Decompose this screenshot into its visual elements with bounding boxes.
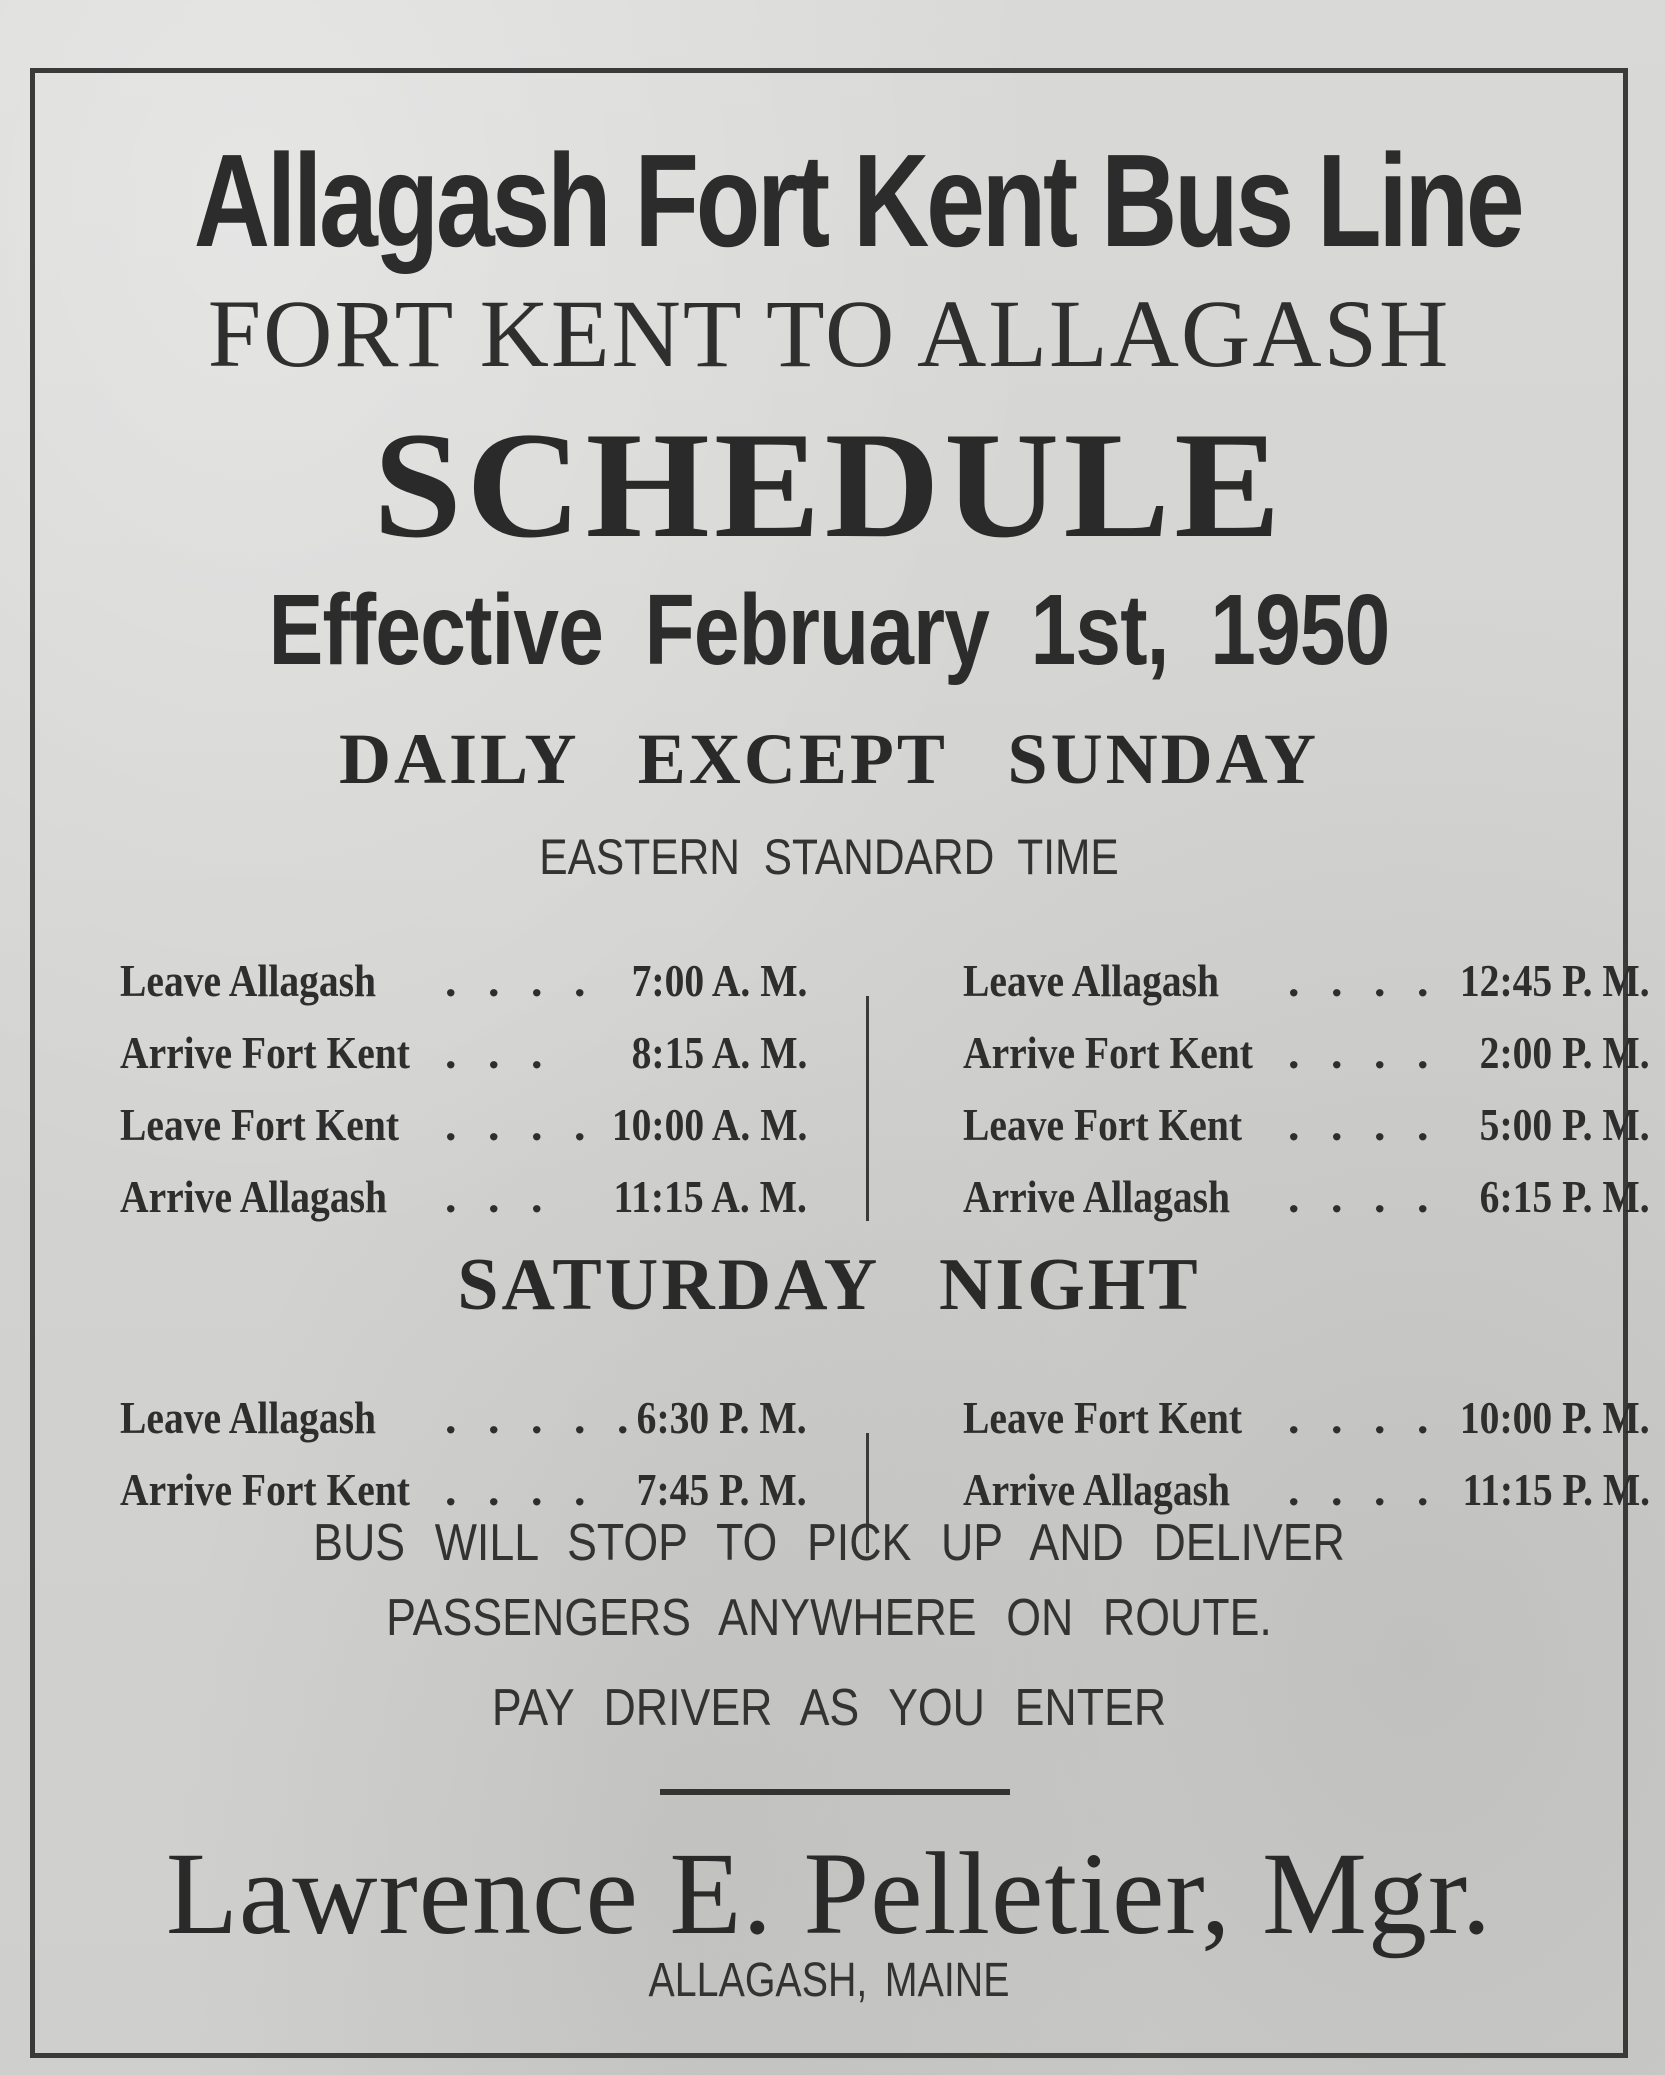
payment-notice: PAY DRIVER AS YOU ENTER	[491, 1679, 1167, 1737]
stop-name: Leave Allagash	[963, 955, 1220, 1006]
pickup-notice-line-2: PASSENGERS ANYWHERE ON ROUTE.	[386, 1589, 1272, 1647]
stop-time: 2:00 P. M.	[1480, 1027, 1650, 1078]
route-subtitle: FORT KENT TO ALLAGASH	[207, 280, 1451, 387]
stop-time: 10:00 A. M.	[611, 1099, 807, 1150]
saturday-night-heading: SATURDAY NIGHT	[457, 1244, 1201, 1326]
leader-dots: . . . .	[445, 1099, 596, 1150]
schedule-row	[80, 916, 825, 1006]
stop-name: Leave Fort Kent	[120, 1099, 400, 1150]
schedule-row	[80, 1353, 825, 1443]
stop-name: Arrive Fort Kent	[963, 1027, 1253, 1078]
stop-time: 11:15 A. M.	[613, 1171, 807, 1222]
stop-time: 5:00 P. M.	[1480, 1099, 1650, 1150]
manager-name: Lawrence E. Pelletier, Mgr.	[165, 1828, 1493, 1959]
manager-location: ALLAGASH, MAINE	[648, 1954, 1010, 2007]
stop-time: 8:15 A. M.	[631, 1027, 807, 1078]
leader-dots: . . .	[445, 1027, 553, 1078]
saturday-return	[923, 1353, 1665, 1515]
leader-dots: . . . .	[1288, 1099, 1439, 1150]
leader-dots: . . . .	[445, 955, 596, 1006]
leader-dots: . . .	[445, 1171, 553, 1222]
stop-name: Arrive Fort Kent	[120, 1464, 410, 1515]
leader-dots: . . . .	[1288, 955, 1439, 1006]
schedule-row	[80, 988, 825, 1078]
stop-name: Leave Allagash	[120, 955, 377, 1006]
leader-dots: . . . . .	[445, 1392, 639, 1443]
stop-name: Leave Allagash	[120, 1392, 377, 1443]
leader-dots: . . . .	[1288, 1392, 1439, 1443]
saturday-outbound	[80, 1353, 825, 1515]
stop-time: 6:30 P. M.	[637, 1392, 807, 1443]
schedule-row	[923, 1060, 1665, 1150]
stop-time: 6:15 P. M.	[1480, 1171, 1650, 1222]
stop-name: Leave Fort Kent	[963, 1392, 1243, 1443]
border-frame	[30, 68, 1650, 2058]
stop-time: 11:15 P. M.	[1462, 1464, 1650, 1515]
schedule-row	[923, 1132, 1665, 1222]
days-of-service: DAILY EXCEPT SUNDAY	[339, 719, 1319, 799]
schedule-row	[923, 1425, 1665, 1515]
schedule-row	[923, 916, 1665, 1006]
leader-dots: . . . .	[445, 1464, 596, 1515]
schedule-row	[80, 1060, 825, 1150]
stop-name: Leave Fort Kent	[963, 1099, 1243, 1150]
schedule-row	[80, 1425, 825, 1515]
stop-time: 7:00 A. M.	[631, 955, 807, 1006]
time-zone-note: EASTERN STANDARD TIME	[539, 829, 1119, 885]
stop-name: Arrive Allagash	[963, 1464, 1231, 1515]
column-divider	[866, 996, 869, 1221]
pickup-notice-line-1: BUS WILL STOP TO PICK UP AND DELIVER	[313, 1514, 1345, 1572]
schedule-row	[923, 988, 1665, 1078]
bus-line-title: Allagash Fort Kent Bus Line	[193, 127, 1522, 274]
effective-date: Effective February 1st, 1950	[268, 574, 1390, 686]
morning-trips	[80, 916, 825, 1222]
schedule-row	[923, 1353, 1665, 1443]
afternoon-trips	[923, 916, 1665, 1222]
stop-name: Arrive Allagash	[120, 1171, 388, 1222]
schedule-heading: SCHEDULE	[373, 401, 1285, 569]
stop-time: 10:00 P. M.	[1460, 1392, 1650, 1443]
leader-dots: . . . .	[1288, 1464, 1439, 1515]
stop-name: Arrive Fort Kent	[120, 1027, 410, 1078]
schedule-row	[80, 1132, 825, 1222]
stop-name: Arrive Allagash	[963, 1171, 1231, 1222]
leader-dots: . . . .	[1288, 1027, 1439, 1078]
leader-dots: . . . .	[1288, 1171, 1439, 1222]
divider-rule	[660, 1789, 1010, 1795]
stop-time: 12:45 P. M.	[1460, 955, 1650, 1006]
stop-time: 7:45 P. M.	[637, 1464, 807, 1515]
